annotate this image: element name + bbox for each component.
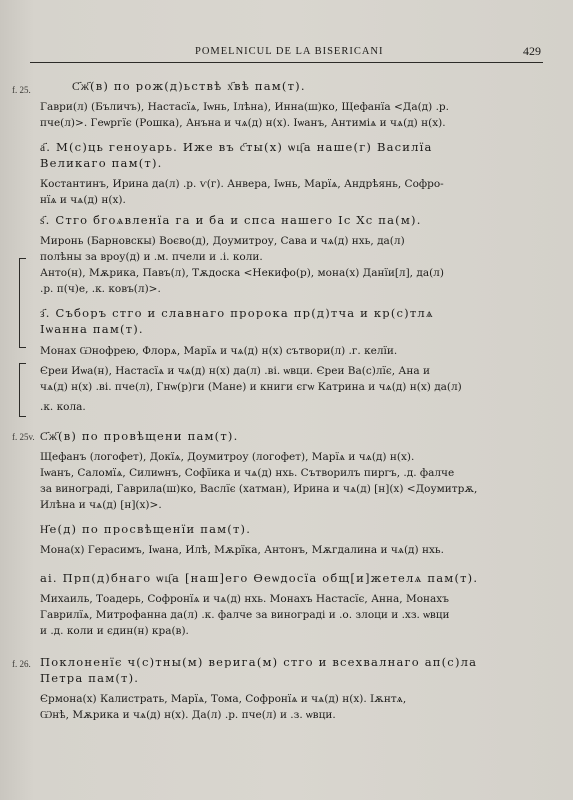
text-line: Мона(х) Герасимъ, Іѡана, Илѣ, Мѫрїка, Антонъ, Мѫгдалина и чѧ(д) нхь.	[40, 544, 444, 556]
text-line: Єрмона(х) Калистрать, Марїѧ, Тома, Софронїѧ и чѧ(д) н(х). Іѫнтѧ,	[40, 693, 407, 705]
entry-heading: Великаго пам(т).	[40, 157, 163, 169]
folio-mark: f. 25.	[12, 85, 31, 95]
text-line: Анто(н), Мѫрика, Павъ(л), Тѫдоска <Некифо(р), мона(х) Данїи[л], да(л)	[40, 267, 444, 279]
text-line: за винограді, Гаврила(ш)ко, Васлїє (хатман), Ирина и чѧ(д) [н](х) <Доумитрѫ,	[40, 483, 478, 495]
entry-heading: аі. Прп(д)бнаго ѡц҃а [наш]его Ѳеѡдосїа общ[и]жетелѧ пам(т).	[40, 572, 479, 584]
text-line: .р. п(ч)е, .к. ковъ(л)>.	[40, 283, 161, 295]
page-header	[30, 42, 543, 63]
entry-heading: Петра пам(т).	[40, 672, 140, 684]
text-line: Іѡанъ, Саломїѧ, Силиѡнъ, Софїика и чѧ(д) нхь. Сътворилъ пиргъ, .д. фалче	[40, 467, 455, 479]
text-line: Гаврилїѧ, Митрофанна да(л) .к. фалче за винограді и .о. злоци и .хз. ѡвци	[40, 609, 450, 621]
text-line: Щефанъ (логофет), Докїѧ, Доумитроу (логофет), Марїѧ и чѧ(д) н(х).	[40, 451, 415, 463]
text-line: полѣны за вроу(д) и .м. пчели и .і. коли.	[40, 251, 263, 263]
entry-heading: з҃. Съборъ стго и славнаго пророка пр(д)тча и кр(с)тлѧ	[40, 307, 434, 319]
margin-bracket	[19, 258, 26, 348]
entry-heading: С҃ж҃(в) по рож(д)ьствѣ х҃вѣ пам(т).	[72, 80, 306, 92]
page-number: 429	[523, 44, 541, 58]
folio-mark: f. 26.	[12, 659, 31, 669]
entry-heading: Поклоненїє ч(с)тны(м) верига(м) стго и всехвалнаго ап(с)ла	[40, 656, 478, 668]
entry-heading: Іѡанна пам(т).	[40, 323, 144, 335]
text-line: Ѡнѣ, Мѫрика и чѧ(д) н(х). Да(л) .р. пче(л) и .з. ѡвци.	[40, 709, 336, 721]
margin-bracket	[19, 363, 26, 417]
entry-heading: ѕ҃. Стго бгоѧвленїа га и ба и спса нашего Іс Хс па(м).	[40, 214, 422, 226]
text-line: .к. кола.	[40, 401, 86, 413]
text-line: нїѧ и чѧ(д) н(х).	[40, 194, 126, 206]
text-line: пче(л)>. Геѡргїє (Рошка), Анъна и чѧ(д) н(х). Іѡанъ, Антиміѧ и чѧ(д) н(х).	[40, 117, 446, 129]
text-line: чѧ(д) н(х) .ві. пче(л), Гнѡ(р)ги (Мане) и книги єгѡ Катрина и чѧ(д) н(х) да(л)	[40, 381, 462, 393]
entry-heading: Н҃е(д) по просвѣщенїи пам(т).	[40, 523, 252, 535]
text-line: Монах Ѡнофрею, Флорѧ, Марїѧ и чѧ(д) н(х) сътвори(л) .г. келїи.	[40, 345, 398, 357]
entry-heading: а҃. М(с)ць геноуарь. Иже въ с҃ты(х) ѡц҃а наше(г) Василїа	[40, 141, 433, 153]
running-title: POMELNICUL DE LA BISERICANI	[195, 46, 384, 57]
folio-mark: f. 25v.	[12, 432, 35, 442]
text-line: Костантинъ, Ирина да(л) .р. ѵ(г). Анвера, Іѡнь, Марїѧ, Андрѣянь, Софро-	[40, 178, 444, 190]
entry-heading: С҃ж҃(в) по провѣщени пам(т).	[40, 430, 239, 442]
text-line: Михаиль, Тоадерь, Софронїѧ и чѧ(д) нхь. Монахъ Настасїє, Анна, Монахъ	[40, 593, 449, 605]
text-line: и .д. коли и єдин(н) кра(в).	[40, 625, 189, 637]
text-line: Илѣна и чѧ(д) [н](х)>.	[40, 499, 162, 511]
text-line: Гаври(л) (Бъличъ), Настасїѧ, Іѡнь, Ілѣна), Инна(ш)ко, Щефанїа <Да(д) .р.	[40, 101, 449, 113]
text-line: Єреи Иѡа(н), Настасїѧ и чѧ(д) н(х) да(л) .ві. ѡвци. Єреи Ва(с)лїє, Ана и	[40, 365, 430, 377]
text-line: Миронь (Барновскы) Воєво(д), Доумитроу, Сава и чѧ(д) нхь, да(л)	[40, 235, 405, 247]
